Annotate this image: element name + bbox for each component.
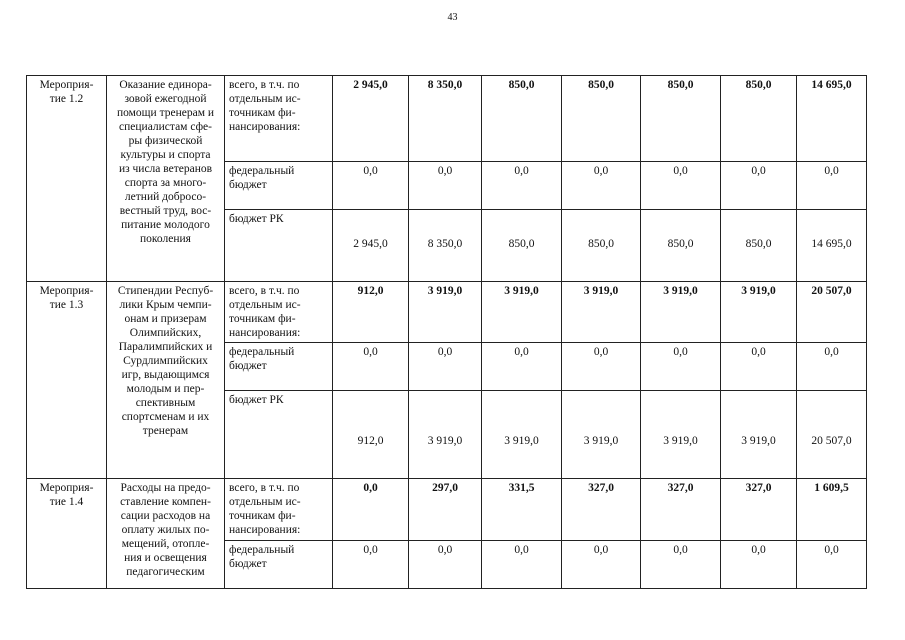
source-cell: бюджет РК xyxy=(225,210,333,282)
value-cell: 0,0 xyxy=(333,479,409,541)
value-cell: 3 919,0 xyxy=(562,282,641,343)
value-cell: 0,0 xyxy=(797,343,867,391)
value-cell: 3 919,0 xyxy=(409,391,482,479)
value-cell: 297,0 xyxy=(409,479,482,541)
value-cell: 0,0 xyxy=(333,162,409,210)
value-cell: 0,0 xyxy=(721,343,797,391)
value-cell: 0,0 xyxy=(797,162,867,210)
measure-cell: Мероприя- тие 1.4 xyxy=(27,479,107,589)
source-cell: всего, в т.ч. по отдельным ис- точникам фи- нансирования: xyxy=(225,282,333,343)
value-cell: 850,0 xyxy=(721,210,797,282)
description-cell: Оказание единора- зовой ежегодной помощи тренерам и специалистам сфе- ры физической культуры и спорта из числа ветеранов спорта за много- летний добросо- вестный труд, вос- питание молодого поколения xyxy=(107,76,225,282)
value-cell: 0,0 xyxy=(721,541,797,589)
source-cell: всего, в т.ч. по отдельным ис- точникам фи- нансирования: xyxy=(225,76,333,162)
value-cell: 1 609,5 xyxy=(797,479,867,541)
value-cell: 3 919,0 xyxy=(641,282,721,343)
source-cell: бюджет РК xyxy=(225,391,333,479)
value-cell: 14 695,0 xyxy=(797,210,867,282)
value-cell: 850,0 xyxy=(641,76,721,162)
value-cell: 0,0 xyxy=(562,541,641,589)
value-cell: 8 350,0 xyxy=(409,210,482,282)
value-cell: 0,0 xyxy=(409,343,482,391)
value-cell: 850,0 xyxy=(562,210,641,282)
value-cell: 0,0 xyxy=(482,343,562,391)
value-cell: 850,0 xyxy=(482,76,562,162)
budget-table xyxy=(26,75,867,589)
value-cell: 912,0 xyxy=(333,282,409,343)
source-cell: федеральный бюджет xyxy=(225,343,333,391)
value-cell: 0,0 xyxy=(641,541,721,589)
value-cell: 2 945,0 xyxy=(333,210,409,282)
value-cell: 14 695,0 xyxy=(797,76,867,162)
table-row xyxy=(27,76,867,162)
value-cell: 0,0 xyxy=(641,162,721,210)
value-cell: 2 945,0 xyxy=(333,76,409,162)
table-row xyxy=(27,479,867,541)
table-row xyxy=(27,282,867,343)
value-cell: 0,0 xyxy=(721,162,797,210)
value-cell: 0,0 xyxy=(482,162,562,210)
value-cell: 850,0 xyxy=(641,210,721,282)
value-cell: 3 919,0 xyxy=(721,282,797,343)
source-cell: федеральный бюджет xyxy=(225,541,333,589)
page-number: 43 xyxy=(447,12,458,23)
value-cell: 3 919,0 xyxy=(641,391,721,479)
measure-cell: Мероприя- тие 1.2 xyxy=(27,76,107,282)
value-cell: 8 350,0 xyxy=(409,76,482,162)
value-cell: 0,0 xyxy=(641,343,721,391)
value-cell: 0,0 xyxy=(482,541,562,589)
value-cell: 327,0 xyxy=(721,479,797,541)
measure-cell: Мероприя- тие 1.3 xyxy=(27,282,107,479)
value-cell: 3 919,0 xyxy=(482,282,562,343)
value-cell: 850,0 xyxy=(562,76,641,162)
value-cell: 3 919,0 xyxy=(482,391,562,479)
value-cell: 0,0 xyxy=(562,343,641,391)
value-cell: 850,0 xyxy=(482,210,562,282)
value-cell: 850,0 xyxy=(721,76,797,162)
value-cell: 0,0 xyxy=(797,541,867,589)
value-cell: 327,0 xyxy=(641,479,721,541)
value-cell: 20 507,0 xyxy=(797,282,867,343)
value-cell: 3 919,0 xyxy=(721,391,797,479)
value-cell: 3 919,0 xyxy=(409,282,482,343)
value-cell: 0,0 xyxy=(409,541,482,589)
value-cell: 3 919,0 xyxy=(562,391,641,479)
value-cell: 0,0 xyxy=(333,541,409,589)
value-cell: 327,0 xyxy=(562,479,641,541)
value-cell: 331,5 xyxy=(482,479,562,541)
description-cell: Стипендии Респуб- лики Крым чемпи- онам и призерам Олимпийских, Паралимпийских и Сурдлимпийских игр, выдающимся молодым и пер- спективным спортсменам и их тренерам xyxy=(107,282,225,479)
value-cell: 0,0 xyxy=(333,343,409,391)
description-cell: Расходы на предо- ставление компен- сации расходов на оплату жилых по- мещений, отопле- ния и освещения педагогическим xyxy=(107,479,225,589)
value-cell: 0,0 xyxy=(562,162,641,210)
value-cell: 912,0 xyxy=(333,391,409,479)
source-cell: всего, в т.ч. по отдельным ис- точникам фи- нансирования: xyxy=(225,479,333,541)
value-cell: 0,0 xyxy=(409,162,482,210)
value-cell: 20 507,0 xyxy=(797,391,867,479)
source-cell: федеральный бюджет xyxy=(225,162,333,210)
